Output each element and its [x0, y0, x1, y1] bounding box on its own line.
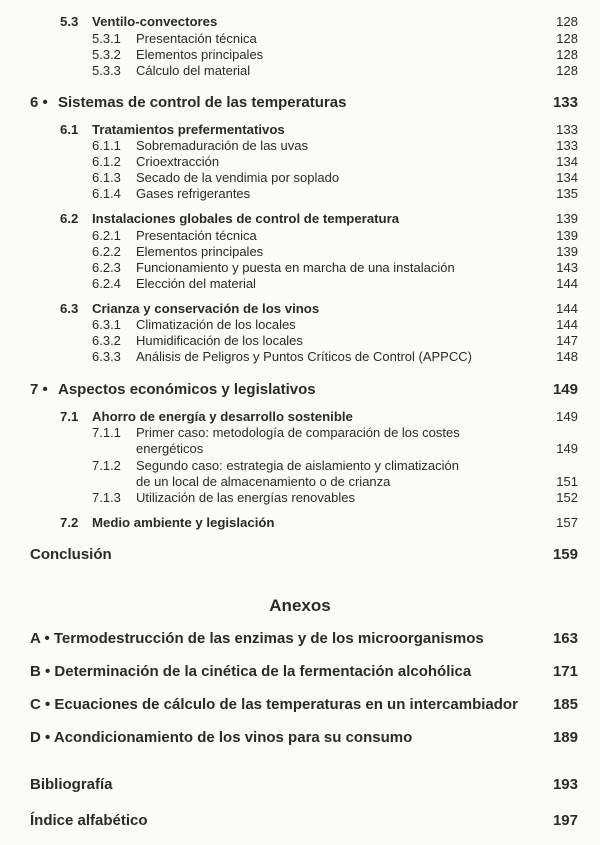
- page-number: 163: [552, 630, 578, 647]
- toc-subsection-6-1-3: [0, 170, 600, 186]
- toc-chapter-6: [0, 95, 600, 111]
- subsection-number: 7.1.3: [92, 490, 121, 505]
- toc-section-7-2: [0, 515, 600, 531]
- subsection-number: 6.2.1: [92, 228, 121, 243]
- toc-annex-a: [0, 631, 600, 647]
- toc-subsection-7-1-2-cont: [0, 474, 600, 490]
- subsection-number: 6.1.1: [92, 138, 121, 153]
- subsection-title: Elementos principales: [136, 244, 264, 259]
- section-number: 7.1: [60, 409, 79, 424]
- page-number: 193: [552, 776, 578, 793]
- subsection-title: Análisis de Peligros y Puntos Críticos de Control (APPCC): [136, 349, 472, 364]
- subsection-title: Elementos principales: [136, 47, 264, 62]
- section-number: 6.2: [60, 211, 79, 226]
- section-title: Ventilo-convectores: [92, 14, 218, 29]
- subsection-title: Presentación técnica: [136, 31, 257, 46]
- page-number: 149: [552, 381, 578, 398]
- chapter-number: 6 •: [30, 94, 48, 111]
- bibliography-title: Bibliografía: [30, 776, 113, 793]
- toc-section-6-3: [0, 301, 600, 317]
- page-number: 133: [556, 138, 578, 153]
- section-number: 5.3: [60, 14, 79, 29]
- section-title: Tratamientos prefermentativos: [92, 122, 285, 137]
- page-number: 135: [556, 186, 578, 201]
- subsection-title: Secado de la vendimia por soplado: [136, 170, 340, 185]
- page-number: 149: [556, 441, 578, 456]
- page-number: 148: [556, 349, 578, 364]
- subsection-number: 6.2.3: [92, 260, 121, 275]
- page-number: 159: [552, 546, 578, 563]
- subsection-title: Segundo caso: estrategia de aislamiento y climatización: [136, 458, 460, 473]
- page-number: 144: [556, 317, 578, 332]
- page-number: 134: [556, 170, 578, 185]
- subsection-title: Humidificación de los locales: [136, 333, 303, 348]
- subsection-number: 6.1.4: [92, 186, 121, 201]
- page-number: 147: [556, 333, 578, 348]
- subsection-title: Crioextracción: [136, 154, 220, 169]
- page-number: 151: [556, 474, 578, 489]
- toc-section-5-3: [0, 14, 600, 30]
- subsection-number: 5.3.3: [92, 63, 121, 78]
- page-number: 139: [556, 228, 578, 243]
- page-number: 128: [556, 63, 578, 78]
- subsection-title: Presentación técnica: [136, 228, 257, 243]
- page-number: 189: [552, 729, 578, 746]
- chapter-title: Sistemas de control de las temperaturas: [58, 94, 347, 111]
- toc-chapter-7: [0, 382, 600, 398]
- anexos-heading-row: [0, 596, 600, 616]
- section-title: Ahorro de energía y desarrollo sostenible: [92, 409, 353, 424]
- section-title: Crianza y conservación de los vinos: [92, 301, 320, 316]
- subsection-number: 6.3.3: [92, 349, 121, 364]
- subsection-title: Utilización de las energías renovables: [136, 490, 355, 505]
- subsection-number: 6.1.2: [92, 154, 121, 169]
- subsection-title: Sobremaduración de las uvas: [136, 138, 308, 153]
- toc-annex-b: [0, 664, 600, 680]
- page-number: 149: [555, 409, 578, 424]
- subsection-number: 6.3.1: [92, 317, 121, 332]
- subsection-title: Cálculo del material: [136, 63, 251, 78]
- subsection-title-continued: energéticos: [136, 441, 204, 456]
- section-number: 7.2: [60, 515, 79, 530]
- toc-subsection-7-1-1-cont: [0, 441, 600, 457]
- toc-subsection-5-3-2: [0, 47, 600, 63]
- toc-subsection-6-3-2: [0, 333, 600, 349]
- toc-annex-c: [0, 697, 600, 713]
- toc-subsection-6-1-4: [0, 186, 600, 202]
- conclusion-title: Conclusión: [30, 546, 112, 563]
- page-number: 139: [556, 244, 578, 259]
- toc-subsection-7-1-2: [0, 458, 600, 474]
- page-number: 134: [556, 154, 578, 169]
- toc-subsection-6-1-2: [0, 154, 600, 170]
- toc-section-6-1: [0, 122, 600, 138]
- section-number: 6.1: [60, 122, 79, 137]
- page-number: 197: [552, 812, 578, 829]
- section-number: 6.3: [60, 301, 79, 316]
- section-title: Instalaciones globales de control de temperatura: [92, 211, 400, 226]
- subsection-number: 6.2.2: [92, 244, 121, 259]
- chapter-title: Aspectos económicos y legislativos: [58, 381, 316, 398]
- annex-title: C • Ecuaciones de cálculo de las temperaturas en un intercambiador: [30, 696, 518, 713]
- annex-title: D • Acondicionamiento de los vinos para su consumo: [30, 729, 413, 746]
- subsection-number: 6.2.4: [92, 276, 121, 291]
- subsection-number: 6.1.3: [92, 170, 121, 185]
- toc-indice-alfabetico: [0, 813, 600, 829]
- page-number: 157: [555, 515, 578, 530]
- page-number: 133: [555, 122, 578, 137]
- page-number: 152: [556, 490, 578, 505]
- toc-subsection-5-3-3: [0, 63, 600, 79]
- section-title: Medio ambiente y legislación: [92, 515, 275, 530]
- page-number: 128: [556, 47, 578, 62]
- subsection-title: Primer caso: metodología de comparación de los costes: [136, 425, 460, 440]
- toc-subsection-6-2-2: [0, 244, 600, 260]
- page-number: 139: [555, 211, 578, 226]
- page-number: 144: [556, 276, 578, 291]
- index-title: Índice alfabético: [30, 812, 148, 829]
- page-number: 143: [556, 260, 578, 275]
- page-number: 128: [556, 31, 578, 46]
- toc-subsection-6-2-1: [0, 228, 600, 244]
- annex-title: B • Determinación de la cinética de la fermentación alcohólica: [30, 663, 472, 680]
- toc-annex-d: [0, 730, 600, 746]
- toc-subsection-7-1-3: [0, 490, 600, 506]
- subsection-title-continued: de un local de almacenamiento o de crianza: [136, 474, 391, 489]
- toc-subsection-7-1-1: [0, 425, 600, 441]
- subsection-number: 7.1.1: [92, 425, 121, 440]
- subsection-title: Funcionamiento y puesta en marcha de una instalación: [136, 260, 455, 275]
- toc-section-6-2: [0, 211, 600, 227]
- toc-subsection-6-1-1: [0, 138, 600, 154]
- page-number: 128: [555, 14, 578, 29]
- toc-subsection-6-3-1: [0, 317, 600, 333]
- subsection-number: 7.1.2: [92, 458, 121, 473]
- subsection-title: Gases refrigerantes: [136, 186, 251, 201]
- annex-title: A • Termodestrucción de las enzimas y de los microorganismos: [30, 630, 484, 647]
- toc-subsection-6-2-3: [0, 260, 600, 276]
- anexos-heading: Anexos: [269, 596, 331, 615]
- toc-subsection-6-2-4: [0, 276, 600, 292]
- page-number: 133: [552, 94, 578, 111]
- subsection-number: 5.3.1: [92, 31, 121, 46]
- page-number: 144: [555, 301, 578, 316]
- page-number: 171: [552, 663, 578, 680]
- toc-conclusion: [0, 547, 600, 563]
- toc-subsection-5-3-1: [0, 31, 600, 47]
- toc-bibliografia: [0, 777, 600, 793]
- subsection-title: Elección del material: [136, 276, 256, 291]
- subsection-number: 5.3.2: [92, 47, 121, 62]
- toc-subsection-6-3-3: [0, 349, 600, 365]
- page-number: 185: [552, 696, 578, 713]
- subsection-title: Climatización de los locales: [136, 317, 296, 332]
- chapter-number: 7 •: [30, 381, 48, 398]
- subsection-number: 6.3.2: [92, 333, 121, 348]
- toc-section-7-1: [0, 409, 600, 425]
